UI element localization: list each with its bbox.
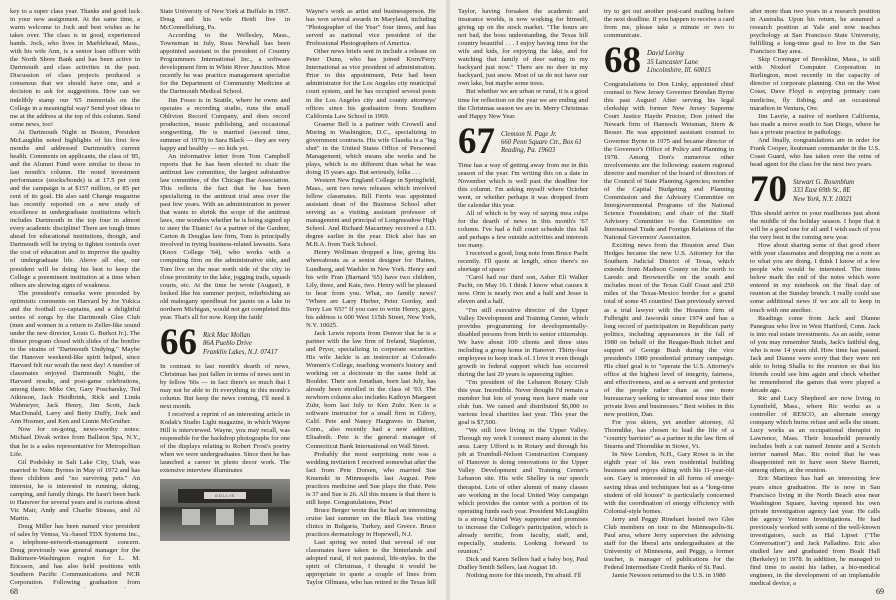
- right-column-1: [458, 8, 588, 588]
- paragraph: According to the Wellesley, Mass., Townsman in July, Russ Newhall has been appointed assistant to the president of Country Programmers International Inc., a software development firm in White River Junction. Most recently he was practice management specialist for the Department of Community Medicine at the Dartmouth Medical School.: [160, 32, 290, 96]
- class-67-number: 67: [458, 120, 495, 162]
- paragraph: Probably the most surprising note was a wedding invitation I received somewhat after the fact from Pete Dorsen, who married Sue Kmenski in Minneapolis last August. Pete practices medicine and Sue plays the flute. Pete is 37 and Sue is 26. All this means is that there is still hope. Congratulations, Pete!: [306, 450, 436, 506]
- right-column-2-bottom: [604, 81, 734, 580]
- class-67-street: 660 Penn Square Ctr., Box 61: [501, 139, 582, 147]
- paragraph: The president's remarks were preceded by optimistic comments on Harvard by Joe Yukica and the football co-captains, and a delightful series of songs by the Dartmouth Glee Club (men and women in a return to Zeller-like sound under the new director, Louis G. Burkot Jr.). The dinner program closed with slides of the bonfire to the strains of "Dartmouth Undying." Maybe the Hanover weekend-like spirit helped, since Harvard felt our wrath the next day! A number of classmates enjoyed Dartmouth Night, the Harvard results, and post-game celebrations, among them: Mike Orr, Gary Poscharsky, Ted Atkinson, Jack Heidbrink, Rick and Linda Wahmeyer, Jack Henry, Jim Scott, Jack MacDonald, Larry and Betty Duffy, Jock and Ann Hosmer, and Ken and Linnie McGruther.: [10, 289, 140, 426]
- paragraph: Readings come from Jack and Dianne Panegrau who live in West Hartford, Conn. Jack is into real estate investments. As an aside, some of you may remember Studs, Jack's faithful dog, who is now 14 years old. How time has passed. Jack and Dianne were sorry that they were not able to bring Shalla to the reunion so that his friends could see him again and check whether he remembered the games that were played a decade ago.: [750, 314, 880, 394]
- paragraph: Dick and Karen Sellers had a baby boy, Paul Dudley Smith Sellers, last August 18.: [458, 555, 588, 571]
- class-67-city: Reading, Pa. 19603: [501, 147, 555, 155]
- paragraph: Nothing more for this month, I'm afraid. I'll: [466, 572, 581, 580]
- paragraph: Jack Lewis reports from Denver that he is a partner with the law firm of Ireland, Stapleton, and Pryor, specializing in corporate securities. His wife Jackie is an instructor at Colorado Women's College, teaching women's history and working on a doctorate in the same field at Boulder. Their son Jonathan, born last July, has already been enrolled in the class of '03. The newborn column also includes Kathryn Margaret Zuhr, born last July to Ken Zuhr. Ken is a software instructor for a small firm in Gilroy, Calif. Pete and Nancy Hargraves in Darien, Conn., also recently had a new addition, Elisabeth. Pete is the general manager of Connecticut Bank International on Wall Street.: [306, 329, 436, 450]
- paragraph: Skip Croninger of Brookline, Mass., is still with Nixdorf Computer Corporation in Burlington, most recently in the capacity of director of corporate planning. Out on the West Coast, Dave Floyd is enjoying primary care medicine, fly fishing, and an occasional marathon in Ventura, Ore.: [750, 56, 880, 112]
- paragraph: Wayne's work as artist and businessperson. He has won several awards in Maryland, including "Photographer of the Year" four times, and has served as national vice president of the Professional Photographers of America.: [306, 8, 436, 48]
- paragraph: Exciting news from the Houston area! Dan Hedges became the new U.S. Attorney for the Southern Judicial District of Texas, which extends from Madison County on the north to Laredo and Brownsville on the south and includes most of the Texas Gulf Coast and 250 miles of the Texas-Mexico border for a grand total of some 45 counties! Dan previously served as a trial lawyer with the Houston firm of Fulbright and Jaworski since 1974 and has a long record of participation in Republican party politics, including appearances in the fall of 1980 on behalf of the Reagan-Bush ticket and support of George Bush during the vice president's 1980 presidential primary campaign. His chief goal is to "operate the U.S. Attorney's office at the highest level of integrity, fairness, and effectiveness, and as a servant and protector of the people rather than as one more bureaucracy seeking to unwanted nose into their private lives and businesses." Best wishes in this new position, Dan.: [604, 242, 734, 419]
- right-column-1-top: [458, 8, 588, 121]
- paragraph: Taylor, having forsaken the academic and insurance worlds, is now working for himself, giving up on the stock market. "The hours are not bad, the boss understanding, the Texas hill country beautiful . . . I enjoy having time for the wife and kids, for enjoying the lake, and for watching that family of deer eating in my backyard just now." There are no deer in my backyard, just snow. Most of us do not have our own lake, but maybe some trees.: [458, 8, 588, 88]
- paragraph: Jerry and Peggy Rinehart hosted two Glee Club members on tour in the Minneapolis-St. Paul area, where Jerry supervises the advising staff for the liberal arts undergraduates at the University of Minnesota, and Peggy, a former teacher, is manager of publications for the Federal Intermediate Credit Banks of St. Paul.: [604, 515, 734, 571]
- class-66-address: [203, 328, 277, 357]
- class-66-header: [160, 321, 290, 363]
- left-column-2-top: [160, 8, 290, 322]
- class-68-header: [604, 40, 734, 82]
- class-67-secretary: Clemson N. Page Jr.: [501, 130, 557, 138]
- paragraph: But whether we are urban or rural, it is a good time for reflection on the year we are ending and the Christmas season we are in. Merry Christmas and Happy New Year.: [458, 88, 588, 120]
- paragraph: "I'm president of the Lebanon Rotary Club this year. Incredible. Never thought I'd remain a member but lots of young men have made our club fun. We raised and distributed $6,000 to various local charities last year. This year the goal is $7,500.: [458, 378, 588, 427]
- paragraph: Jim Fosso is in Seattle, where he owns and operates a recording studio, runs the small Oblivion Record Company, and does record production, music publishing, and occasional songwriting. He is married (second time, summer of 1979) to Sara Black — they are very happy and healthy — no kids yet.: [160, 96, 290, 152]
- class-66-city: Franklin Lakes, N.J. 07417: [203, 348, 278, 356]
- paragraph: Jamie Newson returned to the U.S. in 1980: [612, 572, 726, 580]
- class-70-number: 70: [750, 168, 787, 210]
- paragraph: State University of New York at Buffalo in 1967. Doug and his wife Heidi live in McConnellsburg, Pa.: [160, 8, 290, 32]
- storefront-photo: [160, 479, 290, 541]
- class-68-number: 68: [604, 40, 641, 82]
- left-column-1: [10, 8, 140, 588]
- left-column-2: [160, 8, 290, 588]
- page-number-right: 69: [876, 587, 884, 596]
- class-68-address: [647, 46, 711, 75]
- paragraph: key to a super class year. Thanks and good luck in your new assignment. At the same time, a warm welcome to Jock and best wishes as he takes over. The class is in good, experienced hands. Jock, who lives in Marblehead, Mass., with his wife Ann, is a senior loan officer with the North Shore Bank and has been active in Dartmouth and class activities in the past. Discussion of class projects produced a consensus that we should have one, and a decision to ask for suggestions. How can we indelibly stamp our '65 memorials on the College in a meaningful way? Send your ideas to me at the address at the top of this column. Send some news, too!: [10, 8, 140, 128]
- paragraph: All of which is by way of saying mea culpa for the dearth of news in this month's '67 column. I've had a full court schedule this fall and perhaps a few outside activities and interests too many.: [458, 209, 588, 250]
- right-column-2-top: [604, 8, 734, 40]
- paragraph: And finally, congratulations are in order for Frank Cooper, lieutenant commander in the U.S. Coast Guard, who has taken over the reins of head agent for the class for the next two years.: [750, 136, 880, 168]
- paragraph: Gil Podolsky in Salt Lake City, Utah, was married to Nanc Byrnes in May of 1972 and has three children and "no surviving pets." An internist, he is interested in running, skiing, camping, and family things. He hasn't been back to Hanover for several years and is curious about Vic Mair, Andy and Charlie Strauss, and Al Martin.: [10, 458, 140, 522]
- paragraph: For you skiers, yet another attorney, Al Thorndike, has chosen to lead the life of a "country barrister" as a partner in the law firm of Stearns and Thorndike in Stowe, Vt.: [604, 419, 734, 451]
- class-68-street: 35 Lancaster Lane: [647, 58, 698, 66]
- right-column-1-bottom: [458, 162, 588, 580]
- right-page: [448, 0, 896, 600]
- left-column-3: [306, 8, 436, 588]
- paragraph: Last spring we noted that several of our classmates have taken to the hinterlands and adopted rural, if not pastoral, life-styles. In the spirit of Christmas, I thought it would be appropriate to quote a couple of lines from Taylor Ollmans, who has retired to the Texas hill: [306, 539, 436, 587]
- paragraph: Doug Miller has been named vice president of sales by Vemsa, Va.-based TDX Systems Inc., a telephone-network-management concern. Doug previously was general manager for the Baltimore-Washington region for L. M. Ericsson, and has also held positions with Southern Pacific Communications and NCR Corporation. Following graduation from: [10, 523, 140, 587]
- right-column-2: [604, 8, 734, 588]
- paragraph: try to get out another post-card mailing before the next deadline. If you happen to receive a card from me, please take a minute or two to communicate.: [604, 8, 734, 40]
- paragraph: Other news briefs sent in include a release on Peter Dunn, who has joined Korn/Ferry International as vice president of administration. Prior to this appointment, Pete had been administrator for the Los Angeles city municipal court system, and he has occupied several posts in the Los Angeles city and county attorneys' offices since his graduation from Southern California Law School in 1969.: [306, 48, 436, 120]
- class-70-header: [750, 168, 880, 210]
- paragraph: At Dartmouth Night in Boston, President McLaughlin noted highlights of his first few months and addressed Dartmouth's current health. Comments on applicants, the class of '85, and the Alumni Fund were similar to those in last month's column. He noted investment performance (stocks/bonds) is at 17.5 per cent and the campaign is at $157 million, or 85 per cent of its goal. He also said Change magazine has recently reported on a new study of excellence in undergraduate institutions which includes Dartmouth in the top four in almost every academic discipline! There are tough times ahead for educational institutions, though, and Dartmouth will be trying to tighten controls over the cost of education and to improve the quality of undergraduate life. Above all else, our president will be doing his best to keep the College a preeminent institution at a time when others are showing signs of weakness.: [10, 128, 140, 289]
- paragraph: Congratulations to Don Linky, appointed chief counsel to New Jersey Governor Brendan Byrne this past August! After serving his legal clerkship with former New Jersey Supreme Court Justice Haydn Proctor, Don joined the Newark firm of Hannoch Weisman, Stern & Besser. He was appointed assistant counsel to Governor Byrne in 1975 and became director of the Governor's Office of Policy and Planning in 1978. Among Don's numerous other involvements are the following: eastern regional director and member of the board of directors of the Council of State Planning Agencies; member of the Capital Budgeting and Planning Commission and the Advisory Committee on Intergovernmental Programs of the National Science Foundation; and chair of the Staff Advisory Committee to the Committee on International Trade and Foreign Relations of the National Governors' Association.: [604, 81, 734, 242]
- paragraph: How about sharing some of that good cheer with your classmates and dropping me a note as to what you are doing. I think I know of a few people who would be interested. The items below mark the end of the notes which were entered in my notebook on the final day of reunion at the Sunday brunch. I really could use some additional news if we are all to keep in touch with one another.: [750, 242, 880, 314]
- paragraph: "We still love living in the Upper Valley. Through my work I connect many alumni in the area. Larry Ufford is in Rotary and through his job at Trumbull-Nelson Construction Company of Hanover is doing renovations to the Upper Valley Development and Training Center's Lebanon site. His wife Shelley is our speech therapist. Lots of other alumni of many classes are working in the local United Way campaign which provides the center with a portion of its operating funds each year. President McLaughlin is a strong United Way supporter and promises to increase the College's participation, which is already terrific, from faculty, staff, and, especially, students. Looking forward to reunion.": [458, 427, 588, 555]
- class-66-number: 66: [160, 321, 197, 363]
- right-column-3: [750, 8, 880, 588]
- class-67-header: [458, 120, 588, 162]
- paragraph: In New London, N.H., Gary Rowe is in the eighth year of his own residential building business and enjoys skiing with his 11-year-old son. Gary is interested in all forms of energy-saving ideas and techniques but as a "long-time student of old houses" is particularly concerned with the coordination of energy efficiency with Colonial-style homes.: [604, 451, 734, 515]
- paragraph: I received a good, long note from Bruce Pacht recently. I'll quote at length, since there's no shortage of space:: [458, 250, 588, 274]
- class-68-secretary: David Loring: [647, 50, 684, 58]
- paragraph: Graeme Bell is a partner with Crowell and Moring in Washington, D.C., specializing in government contracts. His wife Claudia is a "big shot" in the United States Office of Personnel Management, which means she works and he plays, which is no different than what he was doing 15 years ago. But seriously, folks . . .: [306, 120, 436, 176]
- paragraph: Eric Martinez has had an interesting few years since graduation. He is now in San Francisco living in the North Beach area near Washington Square, having opened his own private investigation agency last year. He calls the agency Venture Investigations. He had previously worked with some of the well-known investigators, such as Hal Lipset ("The Conversation") and Jack Palladino. Eric also studied law and graduated from Boalt Hall (Berkeley) in 1978. In addition, he managed to find time to assist his father, a bio-medical engineer, in the development of an implantable medical device, a: [750, 475, 880, 588]
- paragraph: "I'm still executive director of the Upper Valley Development and Training Center, which provides programming for developmentally-disabled persons from birth to senior citizenship. We have about 100 clients and three sites including a group home in Hanover. Thirty-four employees to keep track of. I love it even though growth in federal support which has occurred during the last 20 years is squeezing tighter.: [458, 306, 588, 378]
- storefront-window: [216, 509, 234, 525]
- paragraph: Henry Wollman dropped a line, giving his whereabouts as a senior designer for Haines, Lundberg, and Waehler in New York. Henry and his wife Fran (Barnard '65) have two children, Lily, three, and Kate, two. Henry will be pleased to hear from you. What, no family news? "Where are Larry Herber, Peter Gorday, and Terry Lee '65?" If you care to write Henry, guys, his address is 600 West 115th Street, New York, N.Y. 10025.: [306, 249, 436, 329]
- paragraph: "Carol had our third son, Asher Eli Walker Pacht, on May 16. I think I know what causes it now. Orin is nearly two and a half and Jesse is eleven and a half.: [458, 274, 588, 306]
- class-67-address: [501, 127, 582, 156]
- class-68-city: Lincolnshire, Ill. 60015: [647, 67, 711, 74]
- class-70-address: [793, 175, 854, 204]
- page-number-left: 68: [10, 587, 18, 596]
- paragraph: This should arrive in your mailboxes just about the middle of the holiday season. I hope that it will be a good one for all and I wish each of you the very best in the coming new year.: [750, 209, 880, 242]
- paragraph: An informative letter from Tom Campbell reports that he has been elected to chair the antitrust law committee, the largest substantive law committee, of the Chicago Bar Association. This reflects the fact that he has been specializing in the antitrust trial area over the past few years. With an administration in power that wants to shrink the scope of the antitrust laws, one wonders whether he is being signed up to steer the Titanic! As a partner of the Gardner, Carton & Douglas law firm, Tom is principally involved in trying business-related lawsuits. Sara (Knox College '64), who works with a computing firm on the administrative side, and Tom live on the near north side of the city in close proximity to the lake, jogging trails, squash courts, etc. At the time he wrote (August), it looked like his summer project, refurbishing an old mahogany speedboat for jaunts on a lake in northern Michigan, would not get completed this year. That's all for now. Keep the faith!: [160, 152, 290, 321]
- storefront-sign: GOLLIS: [204, 492, 246, 499]
- paragraph: Bruce Berger wrote that he had an interesting cruise last summer on the Black Sea visiting clinics in Bulgaria, Turkey, and Greece. Bruce practices dermatology in Hopewell, N.J.: [306, 506, 436, 539]
- class-66-secretary: Rick Mac Mollan: [203, 331, 251, 339]
- storefront-window: [250, 509, 268, 525]
- paragraph: Jim Lavrie, a native of northern California, has made a move south to San Diego, where he has a private practice in pathology.: [750, 112, 880, 136]
- paragraph: In contrast to last month's dearth of news, Christmas has just fallen in terms of news sent in by fellow '66s — in fact there's so much that I may not be able to fit everything in this month's column. But keep the news coming, I'll need it next month.: [160, 362, 290, 411]
- right-column-3-bottom: [750, 210, 880, 588]
- paragraph: after more than two years in a research position in Australia. Upon his return, he assumed a research position at Yale and now teaches psychology at San Francisco State University, fulfilling a long-time goal to live in the San Francisco Bay area.: [750, 8, 880, 56]
- paragraph: Time has a way of getting away from me in this season of the year. I'm writing this on a date in November which is well past the deadline for this column. I'm asking myself where October went, or whether perhaps it was dropped from the calendar this year.: [458, 161, 588, 209]
- class-70-street: 333 East 69th St., 8E: [793, 187, 851, 195]
- left-column-2-bottom: [160, 363, 290, 476]
- paragraph: Ric and Lucy Shepherd are now living in Lynnfield, Mass., where Ric works as a controller of RESCO, an alternate energy company which burns refuse and sells the steam. Lucy works as an occupational therapist in Lawrence, Mass. Their household presently includes both a cat named Jennie and a Scotch terrier named Mac. Ric noted that he was disappointed not to have seen Steve Barrett, among others, at the reunion.: [750, 395, 880, 475]
- class-66-street: 86A Pueblo Drive: [203, 340, 252, 348]
- paragraph: Western New England College in Springfield, Mass., sent two news releases which involved fellow classmates. Bill Ferris was appointed assistant dean of the Business School after serving as a visiting assistant professor of management and principal of Longmeadow High School. And Richard Macartney received a J.D. degree earlier in the year. Dick also has an M.B.A. from Tuck School.: [306, 176, 436, 249]
- paragraph: I received a reprint of an interesting article in Kodak's Studio Light magazine, in which Wayne Hill is interviewed. Wayne, you may recall, was responsible for the backdrop photographs for one of the displays relating to Robert Frost's poetry when we were undergraduates. Since then he has launched a career in photo decor work. The extensive interview illuminates: [160, 411, 290, 475]
- storefront-window: [182, 509, 200, 525]
- right-column-3-top: [750, 8, 880, 169]
- class-70-secretary: Stewart G. Rosenblum: [793, 178, 854, 186]
- class-70-city: New York, N.Y. 10021: [793, 195, 853, 203]
- paragraph: Now for on-going, news-worthy notes: Michael Divak writes from Ballston Spa, N.Y., that he is a sales representative for Metropolitan Life.: [10, 426, 140, 458]
